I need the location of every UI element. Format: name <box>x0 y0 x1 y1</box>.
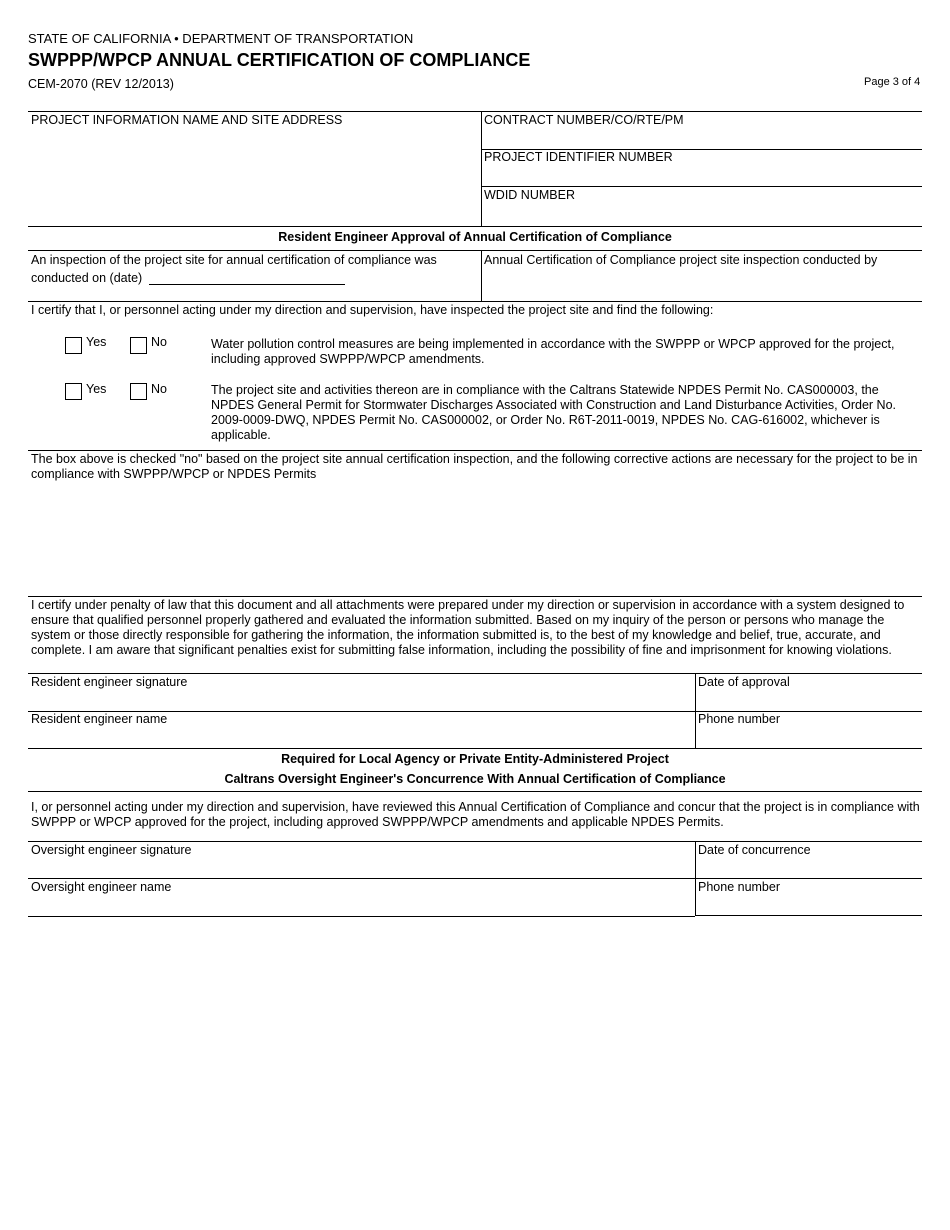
divider <box>28 301 922 302</box>
project-name-address-field[interactable] <box>30 130 478 224</box>
oversight-signature-field[interactable] <box>30 859 692 877</box>
form-title: SWPPP/WPCP ANNUAL CERTIFICATION OF COMPLIANCE <box>28 50 531 70</box>
oversight-signature-label: Oversight engineer signature <box>31 843 192 857</box>
resident-phone-field[interactable] <box>697 728 920 746</box>
item1-yes-checkbox[interactable] <box>65 337 82 354</box>
no-label: No <box>151 335 167 349</box>
no-label: No <box>151 382 167 396</box>
resident-signature-label: Resident engineer signature <box>31 675 188 689</box>
divider <box>28 878 922 879</box>
agency-line: STATE OF CALIFORNIA • DEPARTMENT OF TRANSPORTATION <box>28 31 414 46</box>
yes-label: Yes <box>86 382 107 396</box>
date-of-concurrence-field[interactable] <box>697 859 920 877</box>
resident-name-field[interactable] <box>30 728 692 746</box>
item2-no-checkbox[interactable] <box>130 383 147 400</box>
concurrence-statement: I, or personnel acting under my direction and supervision, have reviewed this Annual Certification of Compliance and concur that the project is in compliance with <box>31 800 920 814</box>
penalty-statement: ensure that qualified personnel properly gathered and evaluated the information submitted. Based on my inquiry of the person or persons who manage the <box>31 613 885 627</box>
inspection-date-label: conducted on (date) <box>31 271 143 285</box>
resident-section-heading: Resident Engineer Approval of Annual Certification of Compliance <box>278 230 672 244</box>
corrective-actions-field[interactable] <box>30 484 920 594</box>
divider <box>481 111 482 226</box>
item1-text-line: including approved SWPPP/WPCP amendments. <box>211 352 485 366</box>
divider <box>481 250 482 301</box>
item2-yes-checkbox[interactable] <box>65 383 82 400</box>
oversight-heading-1: Required for Local Agency or Private Entity-Administered Project <box>281 752 669 766</box>
oversight-phone-field[interactable] <box>697 896 920 913</box>
resident-phone-label: Phone number <box>698 712 781 726</box>
divider <box>28 450 922 451</box>
page-number: Page 3 of 4 <box>864 76 921 88</box>
date-of-approval-field[interactable] <box>697 691 920 709</box>
project-identifier-label: PROJECT IDENTIFIER NUMBER <box>484 150 673 164</box>
divider <box>28 226 922 227</box>
contract-number-label: CONTRACT NUMBER/CO/RTE/PM <box>484 113 684 127</box>
divider <box>28 791 922 792</box>
oversight-name-label: Oversight engineer name <box>31 880 172 894</box>
inspection-date-field[interactable] <box>149 268 345 285</box>
oversight-phone-label: Phone number <box>698 880 781 894</box>
yes-label: Yes <box>86 335 107 349</box>
item1-no-checkbox[interactable] <box>130 337 147 354</box>
item2-text-line: NPDES General Permit for Stormwater Discharges Associated with Construction and Land Disturbance Activities, Order No. <box>211 398 897 412</box>
item2-text-line: applicable. <box>211 428 271 442</box>
divider <box>28 250 922 251</box>
divider <box>28 596 922 597</box>
inspection-conducted-by-field[interactable] <box>483 269 920 299</box>
item1-text-line: Water pollution control measures are being implemented in accordance with the SWPPP or WPCP approved for the project, <box>211 337 895 351</box>
item2-text-line: 2009-0009-DWQ, NPDES Permit No. CAS000002, or Order No. R6T-2011-0019, NPDES No. CAG-616002, whichever is <box>211 413 880 427</box>
oversight-name-field[interactable] <box>30 896 692 914</box>
inspection-conducted-by-label: Annual Certification of Compliance project site inspection conducted by <box>484 253 878 267</box>
form-number: CEM-2070 (REV 12/2013) <box>28 77 174 91</box>
project-name-address-label: PROJECT INFORMATION NAME AND SITE ADDRESS <box>31 113 343 127</box>
wdid-number-label: WDID NUMBER <box>484 188 575 202</box>
divider <box>28 111 922 112</box>
contract-number-field[interactable] <box>483 128 920 148</box>
corrective-actions-label: compliance with SWPPP/WPCP or NPDES Permits <box>31 467 317 481</box>
divider <box>481 186 922 187</box>
resident-signature-field[interactable] <box>30 691 692 709</box>
inspection-text: An inspection of the project site for annual certification of compliance was <box>31 253 437 267</box>
divider <box>28 841 922 842</box>
certify-intro-text: I certify that I, or personnel acting under my direction and supervision, have inspected the project site and find the following: <box>31 303 714 317</box>
date-of-concurrence-label: Date of concurrence <box>698 843 811 857</box>
divider <box>28 916 695 917</box>
resident-name-label: Resident engineer name <box>31 712 168 726</box>
item2-text-line: The project site and activities thereon are in compliance with the Caltrans Statewide NPDES Permit No. CAS000003, the <box>211 383 879 397</box>
corrective-actions-label: The box above is checked "no" based on the project site annual certification inspection, and the following corrective actions are necessary for the project to be in <box>31 452 918 466</box>
penalty-statement: I certify under penalty of law that this document and all attachments were prepared under my direction or supervision in accordance with a system designed to <box>31 598 905 612</box>
concurrence-statement: SWPPP or WPCP approved for the project, including approved SWPPP/WPCP amendments and applicable NPDES Permits. <box>31 815 724 829</box>
penalty-statement: system or those directly responsible for gathering the information, the information submitted is, to the best of my knowledge and belief, true, accurate, and <box>31 628 881 642</box>
divider <box>695 915 922 916</box>
divider <box>28 673 922 674</box>
project-identifier-field[interactable] <box>483 165 920 185</box>
penalty-statement: complete. I am aware that significant penalties exist for submitting false information, including the possibility of fine and imprisonment for knowing violations. <box>31 643 892 657</box>
wdid-number-field[interactable] <box>483 203 920 224</box>
date-of-approval-label: Date of approval <box>698 675 790 689</box>
divider <box>28 748 922 749</box>
oversight-heading-2: Caltrans Oversight Engineer's Concurrence With Annual Certification of Compliance <box>224 772 726 786</box>
